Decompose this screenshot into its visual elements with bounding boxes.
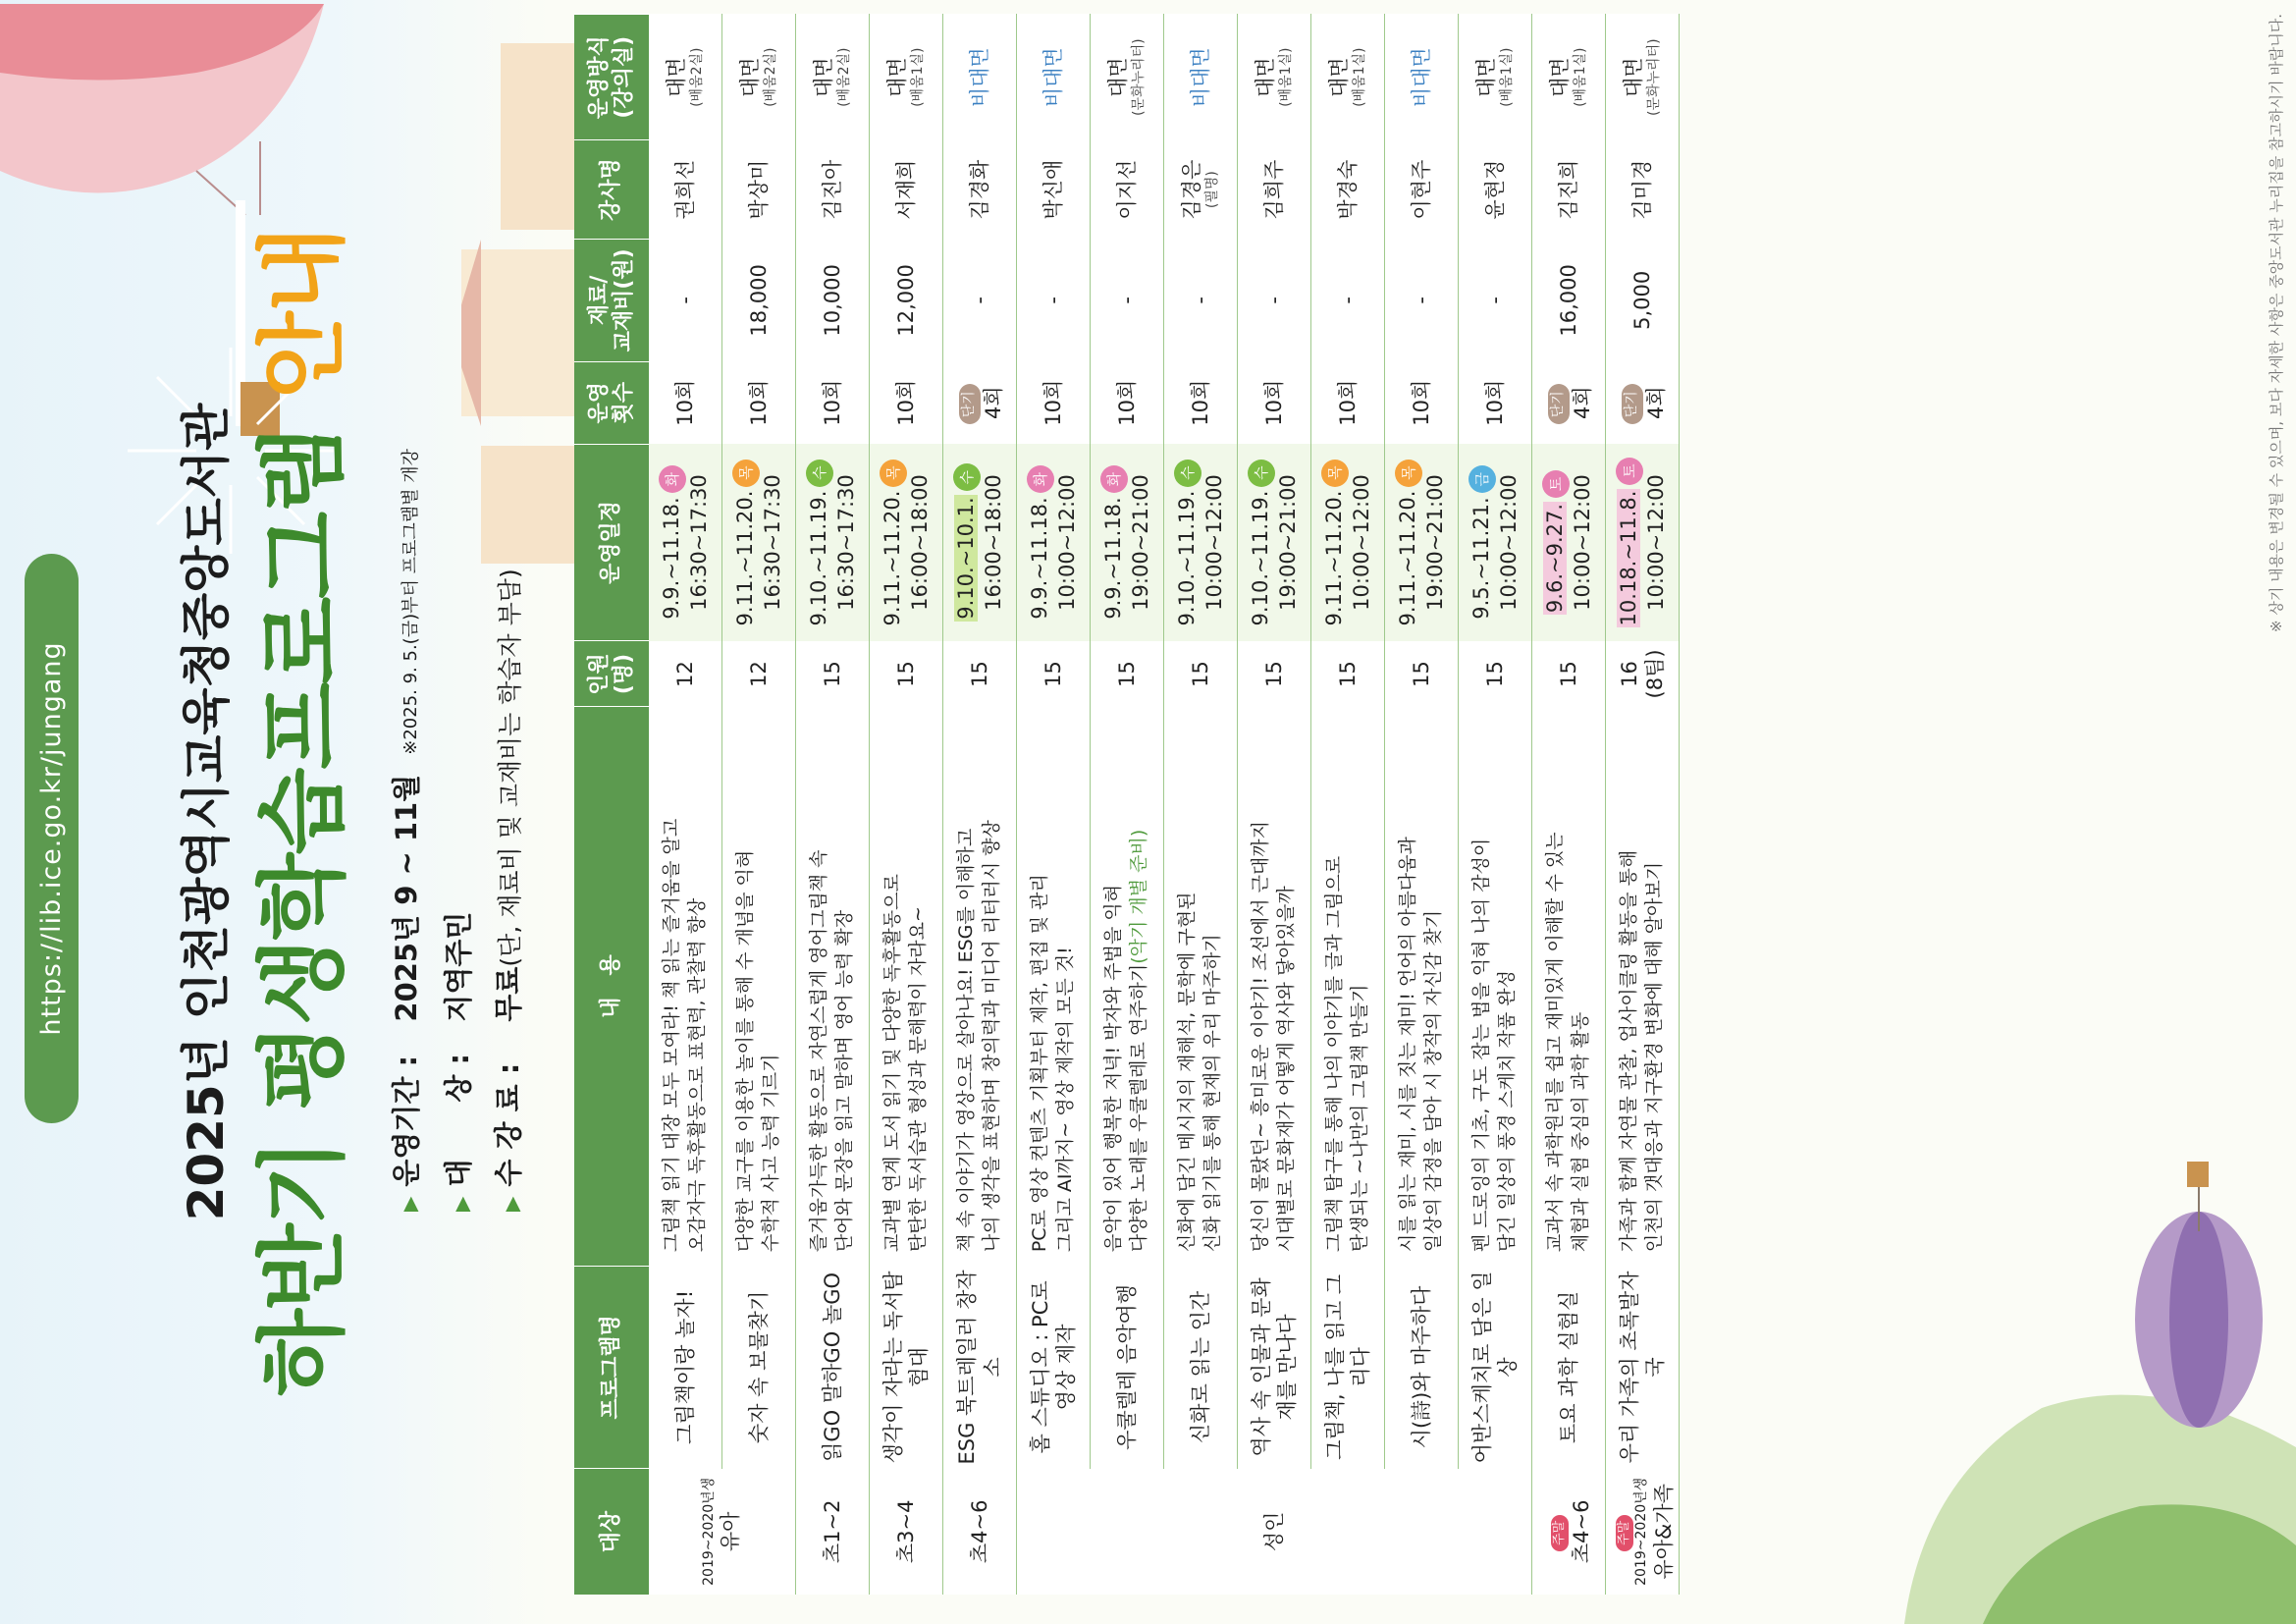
- instructor-name: 박상미: [722, 140, 796, 239]
- table-row: [1606, 15, 1680, 1596]
- content-line2: 나의 생각을 표현하며 창의력과 미디어 리터러시 향상: [981, 820, 1002, 1253]
- material-fee: -: [943, 239, 1017, 361]
- material-fee: -: [649, 239, 722, 361]
- period-label: 운영기간 :: [390, 1055, 423, 1187]
- row-target: 초3~4: [870, 1469, 943, 1595]
- program-table-wrapper: [574, 14, 1680, 1595]
- schedule-dates: 9.6.~9.27.: [1542, 503, 1567, 614]
- content-line2: 오감자극 독후활동으로 표현력, 관찰력 향상: [686, 897, 708, 1253]
- day-badge: 토: [1542, 470, 1570, 498]
- header-content: 내 용: [574, 707, 649, 1266]
- program-content: [649, 707, 722, 1266]
- content-line1: PC로 영상 컨텐츠 기획부터 제작, 편집 및 관리: [1029, 874, 1051, 1253]
- schedule: [722, 444, 796, 641]
- table-row: [1385, 15, 1459, 1596]
- program-table: [574, 14, 1680, 1595]
- info-target: [435, 449, 485, 1212]
- table-row: [1091, 15, 1164, 1596]
- people-count: [1606, 641, 1680, 707]
- content-line2: 단어와 문장을 읽고 말하며 영어 능력 확장: [833, 909, 855, 1253]
- people-count: 12: [722, 641, 796, 707]
- day-badge: 수: [1174, 460, 1201, 487]
- schedule: [1532, 444, 1606, 641]
- instructor-name: 김희주: [1238, 140, 1311, 239]
- instructor-name: 김미경: [1606, 140, 1680, 239]
- triangle-bullet-icon: ▶: [398, 1196, 421, 1212]
- run-mode: [1017, 15, 1091, 140]
- table-row: [1017, 15, 1091, 1596]
- row-target: [649, 1469, 796, 1595]
- session-count: 10회: [1164, 361, 1238, 444]
- content-line1: 다양한 교구를 이용한 놀이를 통해 수 개념을 익혀: [734, 849, 757, 1253]
- program-content: [1238, 707, 1311, 1266]
- program-content: [1532, 707, 1606, 1266]
- fee-value: 무료: [492, 966, 525, 1022]
- content-line2: 수학적 사고 능력 기르기: [760, 1054, 781, 1253]
- info-fee: [485, 449, 535, 1212]
- content-line1: 교과서 속 과학원리를 쉽고 재미있게 이해할 수 있는: [1544, 832, 1567, 1253]
- table-row: [1164, 15, 1238, 1596]
- program-content: [1385, 707, 1459, 1266]
- content-line1: 당신이 몰랐던~ 흥미로운 이야기! 조선에서 근대까지: [1250, 821, 1272, 1253]
- material-fee: -: [1164, 239, 1238, 361]
- schedule-time: 10:00~12:00: [1201, 474, 1226, 611]
- day-badge: 화: [659, 465, 686, 493]
- short-term-tag: 단기: [959, 384, 981, 424]
- run-mode: [1091, 15, 1164, 140]
- program-name: 그림책이랑 놀자!: [649, 1266, 722, 1468]
- program-name: ESG 북트레일러 창작소: [943, 1266, 1017, 1468]
- count-value: 4회: [1643, 386, 1668, 420]
- schedule-time: 10:00~12:00: [1349, 474, 1373, 611]
- people-count: 15: [1017, 641, 1091, 707]
- session-count: 10회: [1238, 361, 1311, 444]
- room-label: (문화누리터): [1131, 38, 1148, 116]
- schedule-dates: 9.10.~11.19.: [806, 490, 830, 626]
- mode-label: 대면: [1622, 57, 1646, 97]
- instructor-sub: (필명): [1204, 171, 1221, 209]
- target-year: 2019~2020년생: [700, 1477, 717, 1586]
- room-label: (배움1실): [1499, 47, 1516, 107]
- material-fee: 12,000: [870, 239, 943, 361]
- mode-label: 대면: [665, 57, 689, 97]
- schedule: [1017, 444, 1091, 641]
- day-badge: 수: [1248, 460, 1275, 487]
- people-count: 15: [870, 641, 943, 707]
- day-badge: 목: [732, 460, 760, 487]
- room-label: (배움1실): [1352, 47, 1368, 107]
- row-target: [1606, 1469, 1680, 1595]
- session-count: 10회: [1017, 361, 1091, 444]
- table-header-row: [574, 15, 649, 1596]
- people-value: 16: [1617, 661, 1641, 687]
- session-count: 10회: [1091, 361, 1164, 444]
- schedule-dates: 9.11.~11.20.: [880, 490, 904, 626]
- row-target: [1017, 1469, 1532, 1595]
- room-label: (배움1실): [1278, 47, 1295, 107]
- run-mode: [1459, 15, 1532, 140]
- table-row: [870, 15, 943, 1596]
- table-row: [1459, 15, 1532, 1596]
- schedule-time: 16:00~18:00: [907, 474, 932, 611]
- schedule-dates: 9.9.~11.18.: [1100, 497, 1125, 620]
- table-row: [1311, 15, 1385, 1596]
- material-fee: 18,000: [722, 239, 796, 361]
- people-count: 15: [1091, 641, 1164, 707]
- triangle-bullet-icon: ▶: [450, 1196, 473, 1212]
- program-content: [1091, 707, 1164, 1266]
- program-content: [1459, 707, 1532, 1266]
- instructor-name: 김진아: [796, 140, 870, 239]
- header-count: 운영 횟수: [574, 361, 649, 444]
- period-note: ※2025. 9. 5.(금)부터 프로그램별 개강: [400, 448, 421, 755]
- schedule: [1311, 444, 1385, 641]
- mode-label: 대면: [1548, 57, 1573, 97]
- program-content: [870, 707, 943, 1266]
- content-line1: 신화에 담긴 메시지의 재해석, 문학에 구현된: [1176, 892, 1199, 1253]
- run-mode: [870, 15, 943, 140]
- day-badge: 목: [1321, 460, 1349, 487]
- material-fee: -: [1238, 239, 1311, 361]
- day-badge: 화: [1027, 465, 1054, 493]
- program-content: [1606, 707, 1680, 1266]
- schedule-time: 16:30~17:30: [686, 474, 711, 611]
- content-line2: 일상의 감정을 담아 시 창작의 자신감 찾기: [1422, 909, 1444, 1253]
- session-count: 10회: [649, 361, 722, 444]
- schedule-dates: 9.5.~11.21.: [1468, 497, 1493, 620]
- content-note: (악기 개별 준비): [1128, 829, 1149, 964]
- weekend-tag: 주말: [1551, 1515, 1569, 1551]
- schedule: [870, 444, 943, 641]
- schedule: [1091, 444, 1164, 641]
- people-count: 15: [1385, 641, 1459, 707]
- program-name: 시(詩)와 마주하다: [1385, 1266, 1459, 1468]
- program-content: [1164, 707, 1238, 1266]
- instructor-name: 이지선: [1091, 140, 1164, 239]
- content-line2: 신화 읽기를 통해 현재의 우리 마주하기: [1201, 934, 1223, 1253]
- material-fee: 16,000: [1532, 239, 1606, 361]
- people-count: 15: [1238, 641, 1311, 707]
- program-content: [796, 707, 870, 1266]
- count-value: 4회: [1570, 386, 1594, 420]
- schedule: [1164, 444, 1238, 641]
- session-count: 10회: [1311, 361, 1385, 444]
- run-mode: [1606, 15, 1680, 140]
- run-mode: [796, 15, 870, 140]
- content-line1: 교과별 연계 도서 읽기 및 다양한 독후활동으로: [881, 874, 904, 1253]
- material-fee: -: [1091, 239, 1164, 361]
- day-badge: 토: [1616, 458, 1643, 485]
- content-line1: 즐거움가득한 활동으로 자연스럽게 영어그림책 속: [808, 849, 830, 1253]
- people-count: 15: [943, 641, 1017, 707]
- instructor-name: 김진희: [1532, 140, 1606, 239]
- header-instructor: 강사명: [574, 140, 649, 239]
- schedule: [1459, 444, 1532, 641]
- target-name: 초4~6: [1570, 1499, 1593, 1564]
- schedule: [1606, 444, 1680, 641]
- table-row: [796, 15, 870, 1596]
- schedule-time: 10:00~12:00: [1496, 474, 1521, 611]
- period-value: 2025년 9 ~ 11월: [390, 774, 423, 1022]
- title-main: 하반기 평생학습프로그램: [250, 428, 355, 1396]
- instructor-name: 윤현정: [1459, 140, 1532, 239]
- program-content: [943, 707, 1017, 1266]
- target-name: 성인: [1261, 1511, 1286, 1552]
- weekend-tag: 주말: [1616, 1515, 1633, 1551]
- session-count: [1606, 361, 1680, 444]
- run-mode: [649, 15, 722, 140]
- run-mode: [943, 15, 1017, 140]
- material-fee: -: [1385, 239, 1459, 361]
- schedule-time: 10:00~12:00: [1570, 474, 1594, 611]
- schedule-time: 16:30~17:30: [760, 474, 784, 611]
- target-name: 유아&가족: [1651, 1484, 1676, 1580]
- mode-label: 비대면: [967, 47, 991, 108]
- schedule-dates: 9.10.~10.1.: [953, 497, 978, 620]
- content-line1: 펜 드로잉의 기초, 구도 잡는 법을 익혀 나의 감성이: [1470, 838, 1493, 1253]
- session-count: 10회: [1385, 361, 1459, 444]
- short-term-tag: 단기: [1622, 384, 1643, 424]
- program-content: [1017, 707, 1091, 1266]
- title-line1: 2025년 인천광역시교육청중앙도서관: [178, 403, 235, 1221]
- row-target: [1532, 1469, 1606, 1595]
- content-line2: 담긴 일상의 풍경 스케치 작품 완성: [1496, 970, 1518, 1253]
- content-line2: 그리고 AI까지~ 영상 제작의 모든 것!: [1054, 947, 1076, 1253]
- session-count: 10회: [722, 361, 796, 444]
- program-name: 그림책, 나를 읽고 그리다: [1311, 1266, 1385, 1468]
- program-name: 우리 가족의 초록발자국: [1606, 1266, 1680, 1468]
- program-content: [722, 707, 796, 1266]
- day-badge: 수: [806, 460, 833, 487]
- day-badge: 목: [880, 460, 907, 487]
- mode-label: 비대면: [1409, 47, 1433, 108]
- day-badge: 화: [1100, 465, 1128, 493]
- people-count: 15: [796, 641, 870, 707]
- content-line1: 가족과 함께 자연물 관찰, 업사이클링 활동을 통해: [1618, 849, 1640, 1253]
- run-mode: [722, 15, 796, 140]
- session-count: 10회: [1459, 361, 1532, 444]
- website-url[interactable]: https://lib.ice.go.kr/jungang: [25, 554, 79, 1123]
- program-name: 생각이 자라는 독서탐험대: [870, 1266, 943, 1468]
- room-label: (배움2실): [689, 47, 706, 107]
- schedule-dates: 10.18.~11.8.: [1616, 490, 1640, 626]
- purple-balloon-icon: [2130, 1153, 2287, 1447]
- session-count: 10회: [870, 361, 943, 444]
- schedule-dates: 9.10.~11.19.: [1248, 490, 1272, 626]
- material-fee: -: [1311, 239, 1385, 361]
- session-count: [943, 361, 1017, 444]
- content-line2: 인천의 갯대응과 지구환경 변화에 대해 알아보기: [1643, 861, 1665, 1253]
- content-line1: 시를 읽는 재미, 시를 짓는 재미! 언어의 아름다움과: [1397, 837, 1419, 1253]
- instructor-name: 박신애: [1017, 140, 1091, 239]
- program-name: 역사 속 인물과 문화재를 만나다: [1238, 1266, 1311, 1468]
- header-fee: 재료/ 교재비(원): [574, 239, 649, 361]
- title-accent: 안내: [250, 228, 355, 400]
- instructor-name: 박경숙: [1311, 140, 1385, 239]
- material-fee: 10,000: [796, 239, 870, 361]
- header-schedule: 운영일정: [574, 444, 649, 641]
- page-title: [231, 0, 360, 1624]
- program-name: 어반스케치로 담은 일상: [1459, 1266, 1532, 1468]
- people-sub: (8팀): [1643, 649, 1667, 699]
- short-term-tag: 단기: [1548, 384, 1570, 424]
- room-label: (배움1실): [910, 47, 927, 107]
- schedule: [796, 444, 870, 641]
- instructor-label: 김경은: [1180, 159, 1204, 220]
- mode-label: 대면: [738, 57, 763, 97]
- header-people: 인원 (명): [574, 641, 649, 707]
- content-line1: 음악이 있어 행복한 저녁! 박자와 주법을 익혀: [1102, 884, 1125, 1253]
- schedule-time: 16:00~18:00: [981, 474, 1005, 611]
- fee-label: 수 강 료 :: [492, 1062, 525, 1187]
- content-line1: 그림책 읽기 대장 모두 모여라! 책 읽는 즐거움을 알고: [661, 818, 683, 1253]
- mode-label: 비대면: [1188, 47, 1212, 108]
- header-target: 대상: [574, 1469, 649, 1595]
- program-content: [1311, 707, 1385, 1266]
- people-count: 15: [1459, 641, 1532, 707]
- people-count: 15: [1164, 641, 1238, 707]
- program-name: 토요 과학 실험실: [1532, 1266, 1606, 1468]
- schedule: [1385, 444, 1459, 641]
- mode-label: 대면: [885, 57, 910, 97]
- schedule-time: 10:00~12:00: [1054, 474, 1079, 611]
- schedule-dates: 9.11.~11.20.: [1395, 490, 1419, 626]
- target-label: 대 상 :: [442, 1053, 475, 1187]
- table-row: [1532, 15, 1606, 1596]
- content-line1: 책 속 이야기가 영상으로 살아나요! ESG를 이해하고: [955, 828, 978, 1253]
- run-mode: [1532, 15, 1606, 140]
- program-name: 신화로 읽는 인간: [1164, 1266, 1238, 1468]
- schedule-dates: 9.11.~11.20.: [1321, 490, 1346, 626]
- material-fee: -: [1017, 239, 1091, 361]
- material-fee: 5,000: [1606, 239, 1680, 361]
- content-line2: 다양한 노래를 우쿨렐레로 연주하기: [1128, 963, 1149, 1253]
- schedule-time: 19:00~21:00: [1422, 474, 1447, 611]
- triangle-bullet-icon: ▶: [500, 1196, 523, 1212]
- mode-label: 대면: [1106, 57, 1131, 97]
- material-fee: -: [1459, 239, 1532, 361]
- target-name: 유아: [719, 1511, 743, 1552]
- table-row: [722, 15, 796, 1596]
- schedule-time: 19:00~21:00: [1275, 474, 1300, 611]
- header-program: 프로그램명: [574, 1266, 649, 1468]
- content-line2: 탄탄한 독서습관 형성과 문해력이 자라요~: [907, 906, 929, 1253]
- people-count: 15: [1311, 641, 1385, 707]
- schedule-time: 19:00~21:00: [1128, 474, 1152, 611]
- fee-note: (단, 재료비 및 교재비는 학습자 부담): [496, 568, 524, 967]
- instructor-name: [1164, 140, 1238, 239]
- schedule-dates: 9.11.~11.20.: [732, 490, 757, 626]
- day-badge: 수: [953, 463, 981, 491]
- session-count: 10회: [796, 361, 870, 444]
- content-line2: 체험과 실험 중심의 과학 활동: [1570, 1011, 1591, 1253]
- content-line1: 그림책 탐구를 통해 나의 이야기를 글과 그림으로: [1323, 855, 1346, 1253]
- table-row: [1238, 15, 1311, 1596]
- table-row: [943, 15, 1017, 1596]
- mode-label: 대면: [1327, 57, 1352, 97]
- room-label: (문화누리터): [1646, 38, 1663, 116]
- people-count: 15: [1532, 641, 1606, 707]
- content-line2: 시대별로 문화재가 어떻게 역사와 닿아있을까: [1275, 886, 1297, 1253]
- mode-label: 비대면: [1041, 47, 1065, 108]
- schedule-dates: 9.9.~11.18.: [1027, 497, 1051, 620]
- instructor-name: 권희선: [649, 140, 722, 239]
- info-period: [383, 449, 435, 1212]
- schedule: [943, 444, 1017, 641]
- table-row: [649, 15, 722, 1596]
- target-year: 2019~2020년생: [1633, 1477, 1650, 1586]
- schedule-time: 10:00~12:00: [1643, 474, 1668, 611]
- schedule-dates: 9.9.~11.18.: [659, 497, 683, 620]
- content-line2: 탄생되는 ~나만의 그림책 만들기: [1349, 984, 1370, 1253]
- instructor-name: 이현주: [1385, 140, 1459, 239]
- row-target: 초1~2: [796, 1469, 870, 1595]
- schedule: [1238, 444, 1311, 641]
- day-badge: 목: [1395, 460, 1422, 487]
- mode-label: 대면: [812, 57, 836, 97]
- run-mode: [1385, 15, 1459, 140]
- footnote: ※ 상기 내용은 변경될 수 있으며, 보다 자세한 사항은 중앙도서관 누리집을 참고하시기 바랍니다.: [2268, 14, 2285, 632]
- header-mode: 운영방식 (강의실): [574, 15, 649, 140]
- day-badge: 금: [1468, 465, 1496, 493]
- schedule-dates: 9.10.~11.19.: [1174, 490, 1199, 626]
- run-mode: [1164, 15, 1238, 140]
- instructor-name: 김경화: [943, 140, 1017, 239]
- session-count: [1532, 361, 1606, 444]
- count-value: 4회: [981, 386, 1005, 420]
- target-value: 지역주민: [442, 911, 475, 1022]
- mode-label: 대면: [1254, 57, 1278, 97]
- run-mode: [1238, 15, 1311, 140]
- program-name: 우쿨렐레 음악여행: [1091, 1266, 1164, 1468]
- program-name: 숫자 속 보물찾기: [722, 1266, 796, 1468]
- room-label: (배움2실): [763, 47, 779, 107]
- run-mode: [1311, 15, 1385, 140]
- schedule: [649, 444, 722, 641]
- room-label: (배움2실): [836, 47, 853, 107]
- schedule-time: 16:30~17:30: [833, 474, 858, 611]
- instructor-name: 서재희: [870, 140, 943, 239]
- room-label: (배움1실): [1573, 47, 1589, 107]
- mode-label: 대면: [1474, 57, 1499, 97]
- program-name: 홈 스튜디오 : PC로 영상 제작: [1017, 1266, 1091, 1468]
- row-target: 초4~6: [943, 1469, 1017, 1595]
- program-info: [383, 449, 535, 1212]
- program-name: 읽GO 말하GO 놀GO: [796, 1266, 870, 1468]
- people-count: 12: [649, 641, 722, 707]
